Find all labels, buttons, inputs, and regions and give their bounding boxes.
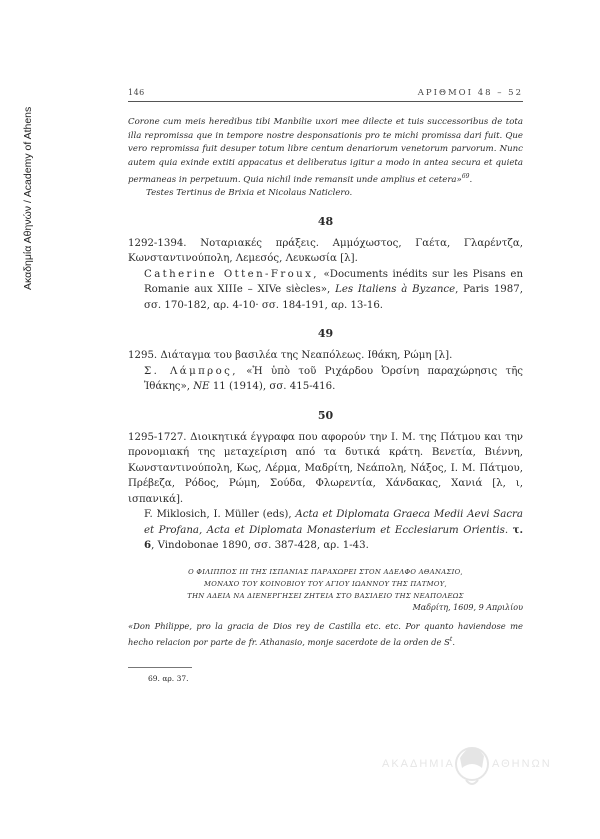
side-label: Ακαδημία Αθηνών / Academy of Athens [22,106,34,290]
athena-head-icon [452,738,492,794]
entry-49-main: 1295. Διάταγμα του βασιλέα της Νεαπόλεως. Ιθάκη, Ρώμη [λ]. [128,350,453,362]
testes-line: Testes Tertinus de Brixia et Nicolaus Naticlero. [146,188,353,199]
document-heading: Ο ΦΙΛΙΠΠΟΣ ΙΙΙ ΤΗΣ ΙΣΠΑΝΙΑΣ ΠΑΡΑΧΩΡΕΙ ΣΤΟΝ ΑΔΕΛΦΟ ΑΘΑΝΑΣΙΟ, ΜΟΝΑΧΟ ΤΟΥ ΚΟΙΝΟΒΙΟΥ ΤΟΥ ΑΓΙΟΥ ΙΩΑΝΝΟΥ ΤΗΣ ΠΑΤΜΟΥ, ΤΗΝ ΑΔΕΙΑ ΝΑ ΔΙΕΝΕΡΓΗΣΕΙ ΖΗΤΕΙΑ ΣΤΟ ΒΑΣΙΛΕΙΟ ΤΗΣ ΝΕΑΠΟΛΕΩΣ [187,567,464,600]
entry-50-reference: F. Miklosich, I. Müller (eds), Acta et Diplomata Graeca Medii Aevi Sacra et Profana, Acta et Diplomata Monasterium et Ecclesiarum Orientis. τ. 6, Vindobonae 1890, σσ. 387-428, αρ. 1-43. [144,509,523,552]
footnote-mark: 69 [461,173,470,180]
entry-50 [128,430,523,554]
entry-48-reference: Catherine Otten-Froux, «Documents inédits sur les Pisans en Romanie aux XIIIe – XIVe siècles», Les Italiens à Byzance, Paris 1987, σσ. 170-182, αρ. 4-10· σσ. 184-191, αρ. 13-16. [144,268,524,311]
entry-number-50: 50 [317,408,334,422]
header-rule [128,101,523,102]
entry-48-main: 1292-1394. Νοταριακές πράξεις. Αμμόχωστος, Γαέτα, Γλαρέντζα, Κωνσταντινούπολη, Λεμεσός, Λευκωσία [λ]. [128,237,523,265]
entry-number-49: 49 [317,327,334,341]
page-number: 146 [128,88,145,97]
spanish-quote: «Don Philippe, pro la gracia de Dios rey de Castilla etc. etc. Por quanto haviendose me hecho relacion por parte de fr. Athanasio, monje sacerdote de la orden de $S^t$. [128,620,523,647]
document-dateline: Μαδρίτη, 1609, 9 Απριλίου [412,602,523,612]
entry-49 [128,348,523,395]
academy-watermark: ΑΚΑΔΗΜΙΑ ΑΘΗΝΩΝ [382,738,572,798]
footnote: 69. αρ. 37. [148,673,189,683]
entry-50-main: 1295-1727. Διοικητικά έγγραφα που αφορούν την Ι. Μ. της Πάτμου και την προνομιακή της μεταχείριση από τα δυτικά κράτη. Βενετία, Βιέννη, Κωνσταντινούπολη, Κως, Λέρμα, Μαδρίτη, Νεάπολη, Νάξος, Ι. Μ. Πάτμου, Πρέβεζα, Ρόδος, Ρώμη, Σούδα, Φλωρεντία, Χάνδακας, Χανιά [λ, ι, ισπανικά]. [128,431,523,505]
footnote-rule [128,667,192,668]
entry-number-48: 48 [317,214,334,228]
page-content [128,88,523,683]
entry-49-reference: Σ. Λάμπρος, «Ἡ ὑπὸ τοῦ Ριχάρδου Ὀρσίνη παραχώρησις τῆς Ἰθάκης», ΝΕ 11 (1914), σσ. 415-416. [144,365,523,393]
entry-48 [128,236,523,314]
running-title: ΑΡΙΘΜΟΙ 48 – 52 [417,88,523,98]
latin-document: Corone cum meis heredibus tibi Manbilie uxori mee dilecte et tuis successoribus de tota illa repromissa que in tempore nostre desponsationis pro te michi promissa dari fuit. Que vero repromissa fuit desuper totum libre centum denariorum venetorum parvorum. Nunc autem quia exinde extiti appacatus et deliberatus igitur a modo in antea secura et quieta permaneas in perpetuum. Quia nichil inde remansit unde amplius et cetera»$^{69}$. Testes Tertinus de Brixia et Nicolaus Naticlero. [128,117,523,199]
running-header [128,88,523,98]
